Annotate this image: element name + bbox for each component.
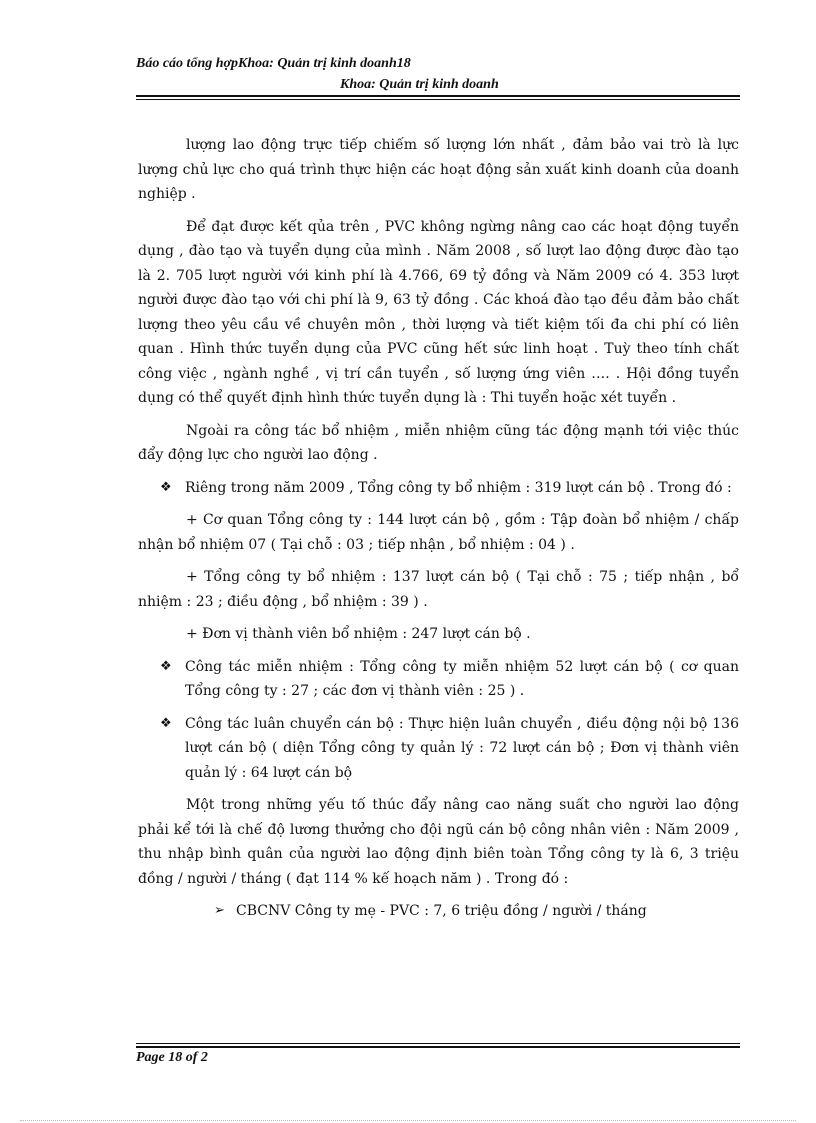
bullet-text: Riêng trong năm 2009 , Tổng công ty bổ nhiệm : 319 lượt cán bộ . Trong đó : <box>185 479 732 496</box>
footer-rule-bottom <box>136 1046 740 1048</box>
bullet-text: Công tác miễn nhiệm : Tổng công ty miễn nhiệm 52 lượt cán bộ ( cơ quan Tổng công ty : 27 ; các đơn vị thành viên : 25 ) . <box>185 658 739 699</box>
paragraph-labor: lượng lao động trực tiếp chiếm số lượng lớn nhất , đảm bảo vai trò là lực lượng chủ lực cho quá trình thực hiện các hoạt động sản xuất kinh doanh của doanh nghiệp . <box>138 137 739 202</box>
arrow-item-parent-company <box>138 899 739 924</box>
document-body <box>138 133 739 924</box>
page-number: Page 18 of 2 <box>136 1050 208 1065</box>
sub-item-corporation: + Tổng công ty bổ nhiệm : 137 lượt cán bộ ( Tại chỗ : 75 ; tiếp nhận , bổ nhiệm : 23 ; điều động , bổ nhiệm : 39 ) . <box>138 569 739 610</box>
diamond-bullet-icon: ❖ <box>160 715 172 731</box>
bullet-item-2009 <box>138 476 739 501</box>
sub-item-member-units: + Đơn vị thành viên bổ nhiệm : 247 lượt cán bộ . <box>186 626 531 642</box>
header-title-line2: Khoa: Quản trị kinh doanh <box>340 77 499 92</box>
paragraph-salary: Một trong những yếu tố thúc đẩy nâng cao năng suất cho người lao động phải kể tới là chế độ lương thưởng cho đội ngũ cán bộ công nhân viên : Năm 2009 , thu nhập bình quân của người lao động định biên toàn Tổng công ty là 6, 3 triệu đồng / người / tháng ( đạt 114 % kế hoạch năm ) . Trong đó : <box>138 797 739 887</box>
page-edge-divider <box>20 1120 796 1121</box>
arrow-bullet-icon: ➢ <box>214 903 225 918</box>
arrow-item-text: CBCNV Công ty mẹ - PVC : 7, 6 triệu đồng / người / tháng <box>236 903 647 919</box>
sub-item-headquarters: + Cơ quan Tổng công ty : 144 lượt cán bộ , gồm : Tập đoàn bổ nhiệm / chấp nhận bổ nhiệm 07 ( Tại chỗ : 03 ; tiếp nhận , bổ nhiệm : 04 ) . <box>138 512 739 553</box>
diamond-bullet-icon: ❖ <box>160 479 172 495</box>
header-title-line1: Báo cáo tổng hợpKhoa: Quản trị kinh doanh18 <box>136 56 411 71</box>
paragraph-appointment: Ngoài ra công tác bổ nhiệm , miễn nhiệm cũng tác động mạnh tới việc thúc đẩy động lực cho người lao động . <box>138 422 739 463</box>
footer-rule-top <box>136 1043 740 1044</box>
bullet-item-dismissal <box>138 655 739 704</box>
paragraph-training: Để đạt được kết qủa trên , PVC không ngừng nâng cao các hoạt động tuyển dụng , đào tạo và tuyển dụng của mình . Năm 2008 , số lượt lao động được đào tạo là 2. 705 lượt người với kinh phí là 4.766, 69 tỷ đồng và Năm 2009 có 4. 353 lượt người được đào tạo với chi phí là 9, 63 tỷ đồng . Các khoá đào tạo đều đảm bảo chất lượng theo yêu cầu về chuyên môn , thời lượng và tiết kiệm tối đa chi phí có liên quan . Hình thức tuyển dụng của PVC cũng hết sức linh hoạt . Tuỳ theo tính chất công việc , ngành nghề , vị trí cần tuyển , số lượng ứng viên …. . Hội đồng tuyển dụng có thể quyết định hình thức tuyển dụng là : Thi tuyển hoặc xét tuyển . <box>138 218 739 406</box>
diamond-bullet-icon: ❖ <box>160 658 172 674</box>
bullet-text: Công tác luân chuyển cán bộ : Thực hiện luân chuyển , điều động nội bộ 136 lượt cán bộ ( diện Tổng công ty quản lý : 72 lượt cán bộ ; Đơn vị thành viên quản lý : 64 lượt cán bộ <box>185 715 739 781</box>
bullet-item-rotation <box>138 712 739 786</box>
header-rule-bottom <box>136 99 740 100</box>
header-rule-top <box>136 95 740 97</box>
